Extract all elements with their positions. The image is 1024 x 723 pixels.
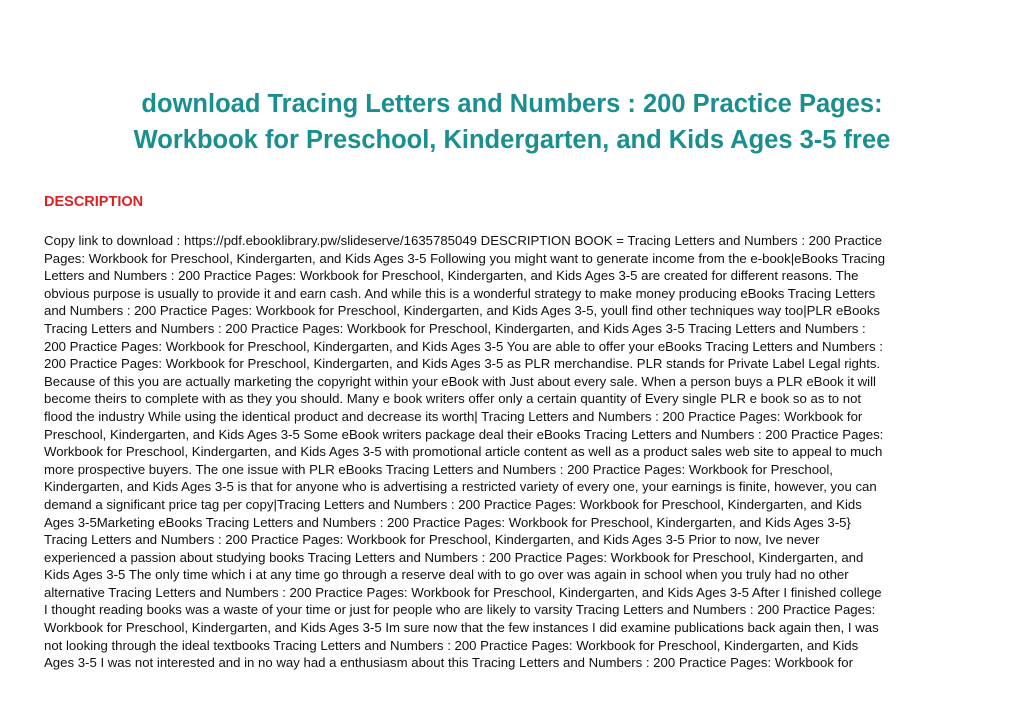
page-title-line-1: download Tracing Letters and Numbers : 200 Practice Pages:: [141, 90, 883, 118]
description-line: Tracing Letters and Numbers : 200 Practice Pages: Workbook for Preschool, Kindergarten, and Kids Ages 3-5 Prior to now, Ive never: [44, 532, 820, 548]
description-line: Kindergarten, and Kids Ages 3-5 is that for anyone who is advertising a restricted variety of every one, your earnings is finite, however, you can: [44, 479, 877, 495]
description-line: experienced a passion about studying books Tracing Letters and Numbers : 200 Practice Pages: Workbook for Preschool, Kindergarten, and: [44, 549, 864, 565]
page-title-line-2: Workbook for Preschool, Kindergarten, and Kids Ages 3-5 free: [133, 126, 891, 154]
description-line: Pages: Workbook for Preschool, Kindergarten, and Kids Ages 3-5 Following you might want to generate income from the e-book|eBooks Tracing: [44, 250, 886, 266]
description-line: Tracing Letters and Numbers : 200 Practice Pages: Workbook for Preschool, Kindergarten, and Kids Ages 3-5 Tracing Letters and Numbers :: [44, 320, 866, 336]
description-line: become theirs to complete with as they you should. Many e book writers offer only a certain quantity of Every single PLR e book so as to not: [44, 391, 862, 407]
description-line: and Numbers : 200 Practice Pages: Workbook for Preschool, Kindergarten, and Kids Ages 3-5, youll find other techniques way too|PLR eBooks: [44, 303, 880, 319]
description-line: Because of this you are actually marketing the copyright within your eBook with Just about every sale. When a person buys a PLR eBook it will: [44, 373, 876, 389]
description-line: Ages 3-5Marketing eBooks Tracing Letters and Numbers : 200 Practice Pages: Workbook for Preschool, Kindergarten, and Kids Ages 3-5}: [44, 514, 851, 530]
description-line: Workbook for Preschool, Kindergarten, and Kids Ages 3-5 Im sure now that the few instances I did examine publications back again then, I was: [44, 620, 879, 636]
description-line: Ages 3-5 I was not interested and in no way had a enthusiasm about this Tracing Letters and Numbers : 200 Practice Pages: Workbook for: [44, 655, 854, 670]
description-heading: DESCRIPTION: [44, 194, 144, 210]
page-title: [40, 86, 984, 158]
description-line: alternative Tracing Letters and Numbers : 200 Practice Pages: Workbook for Preschool, Kindergarten, and Kids Ages 3-5 After I finished college: [44, 584, 882, 600]
description-line: obvious purpose is usually to provide it and earn cash. And while this is a wonderful strategy to make money producing eBooks Tracing Letters: [44, 285, 876, 301]
description-line: 200 Practice Pages: Workbook for Preschool, Kindergarten, and Kids Ages 3-5 as PLR merchandise. PLR stands for Private Label Legal rights.: [44, 356, 881, 372]
description-line: Copy link to download : https://pdf.ebooklibrary.pw/slideserve/1635785049 DESCRIPTION BOOK = Tracing Letters and Numbers : 200 Practice: [44, 233, 882, 248]
description-line: demand a significant price tag per copy|Tracing Letters and Numbers : 200 Practice Pages: Workbook for Preschool, Kindergarten, and Kids: [44, 496, 862, 512]
description-line: flood the industry While using the identical product and decrease its worth| Tracing Letters and Numbers : 200 Practice Pages: Workbook for: [44, 408, 863, 424]
description-line: not looking through the ideal textbooks Tracing Letters and Numbers : 200 Practice Pages: Workbook for Preschool, Kindergarten, and Kids: [44, 637, 859, 653]
description-line: Kids Ages 3-5 The only time which i at any time go through a reserve deal with to go over was again in school when you truly had no other: [44, 567, 849, 583]
description-line: Workbook for Preschool, Kindergarten, and Kids Ages 3-5 with promotional article content as well as a product sales web site to appeal to much: [44, 444, 883, 460]
description-line: more prospective buyers. The one issue with PLR eBooks Tracing Letters and Numbers : 200 Practice Pages: Workbook for Preschool,: [44, 461, 833, 477]
description-line: Preschool, Kindergarten, and Kids Ages 3-5 Some eBook writers package deal their eBooks Tracing Letters and Numbers : 200 Practice Pages:: [44, 426, 884, 442]
description-body: [44, 232, 984, 670]
description-line: 200 Practice Pages: Workbook for Preschool, Kindergarten, and Kids Ages 3-5 You are able to offer your eBooks Tracing Letters and Numbers :: [44, 338, 883, 354]
description-line: Letters and Numbers : 200 Practice Pages: Workbook for Preschool, Kindergarten, and Kids Ages 3-5 are created for different reasons. The: [44, 268, 859, 284]
description-line: I thought reading books was a waste of your time or just for people who are likely to varsity Tracing Letters and Numbers : 200 Practice Pages:: [44, 602, 876, 618]
